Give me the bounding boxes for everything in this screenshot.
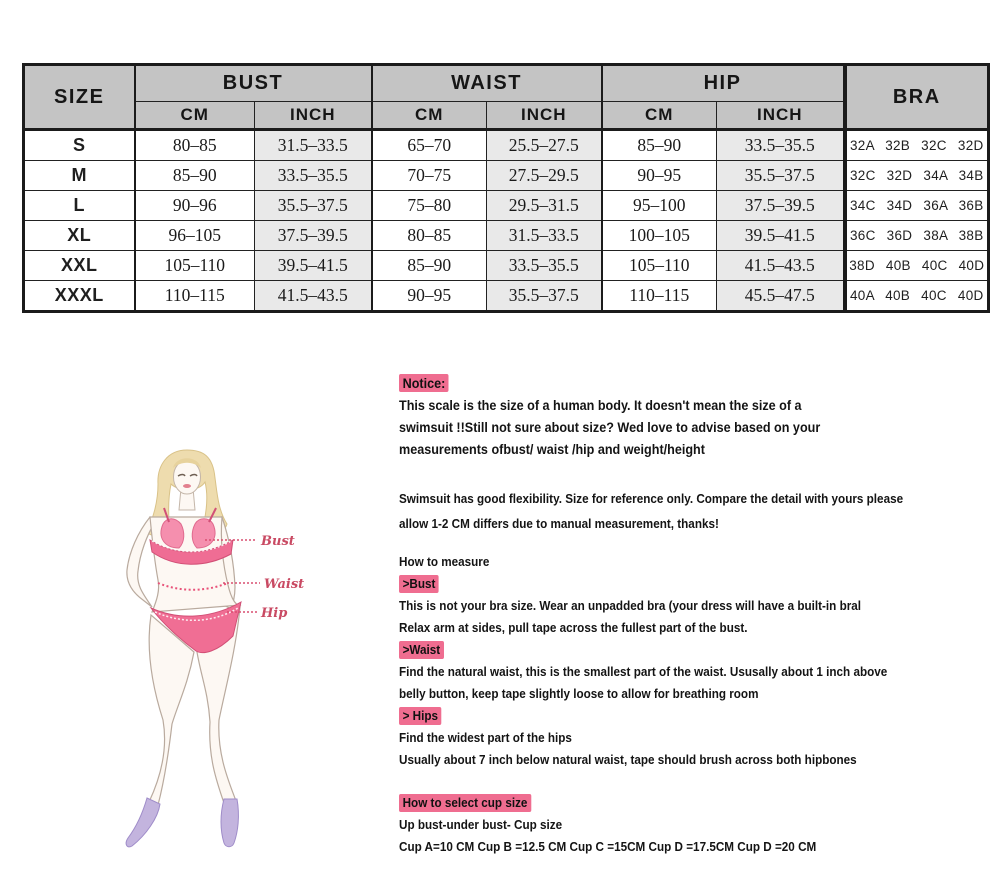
bust-inch-value: 37.5–39.5 bbox=[255, 221, 372, 251]
lips bbox=[183, 484, 191, 488]
bust-inch-value: 39.5–41.5 bbox=[255, 251, 372, 281]
hips-instruction-line: Find the widest part of the hips bbox=[399, 730, 572, 745]
notice-line: This scale is the size of a human body. It doesn't mean the size of a bbox=[399, 397, 802, 413]
cup-size-heading-line bbox=[399, 792, 975, 814]
flexibility-line: Swimsuit has good flexibility. Size for reference only. Compare the detail with yours please bbox=[399, 491, 904, 506]
cup-size-line: Cup A=10 CM Cup B =12.5 CM Cup C =15CM Cup D =17.5CM Cup D =20 CM bbox=[399, 839, 817, 854]
col-header-bust: BUST bbox=[135, 65, 372, 102]
bra-value: 40A 40B 40C 40D bbox=[845, 281, 989, 312]
waist-instruction-line: belly button, keep tape slightly loose to allow for breathing room bbox=[399, 686, 759, 701]
waist-inch-value: 25.5–27.5 bbox=[487, 130, 602, 161]
table-row bbox=[24, 221, 989, 251]
bust-tag: >Bust bbox=[399, 575, 439, 593]
waist-cm-value: 85–90 bbox=[372, 251, 487, 281]
body-sketch bbox=[105, 440, 315, 860]
notes-panel bbox=[399, 372, 975, 858]
notice-heading: Notice: bbox=[399, 374, 449, 392]
col-header-hip: HIP bbox=[602, 65, 845, 102]
bra-value: 32C 32D 34A 34B bbox=[845, 161, 989, 191]
size-value: XXL bbox=[24, 251, 135, 281]
bust-inch-value: 41.5–43.5 bbox=[255, 281, 372, 312]
col-header-bra: BRA bbox=[845, 65, 989, 130]
bust-tag-line bbox=[399, 573, 975, 595]
waist-label: Waist bbox=[264, 577, 305, 592]
waist-cm-value: 75–80 bbox=[372, 191, 487, 221]
table-header-row-units bbox=[24, 102, 989, 130]
bust-cm-value: 80–85 bbox=[135, 130, 255, 161]
bust-inch-value: 33.5–35.5 bbox=[255, 161, 372, 191]
table-row bbox=[24, 191, 989, 221]
waist-inch-value: 27.5–29.5 bbox=[487, 161, 602, 191]
left-shoe bbox=[126, 798, 160, 847]
bust-cm-value: 105–110 bbox=[135, 251, 255, 281]
waist-tag-line bbox=[399, 639, 975, 661]
col-header-waist: WAIST bbox=[372, 65, 602, 102]
hip-cm-value: 110–115 bbox=[602, 281, 717, 312]
hip-cm-value: 85–90 bbox=[602, 130, 717, 161]
bra-value: 32A 32B 32C 32D bbox=[845, 130, 989, 161]
hip-inch-value: 45.5–47.5 bbox=[717, 281, 845, 312]
how-to-measure-heading: How to measure bbox=[399, 554, 490, 569]
waist-cm-value: 80–85 bbox=[372, 221, 487, 251]
bust-inch-value: 31.5–33.5 bbox=[255, 130, 372, 161]
col-header-waist-cm: CM bbox=[372, 102, 487, 130]
waist-cm-value: 90–95 bbox=[372, 281, 487, 312]
hip-inch-value: 35.5–37.5 bbox=[717, 161, 845, 191]
waist-instruction-line: Find the natural waist, this is the smallest part of the waist. Ususally about 1 inch above bbox=[399, 664, 888, 679]
table-row bbox=[24, 251, 989, 281]
hip-cm-value: 95–100 bbox=[602, 191, 717, 221]
cup-size-heading: How to select cup size bbox=[399, 794, 531, 812]
bust-instruction-line: Relax arm at sides, pull tape across the fullest part of the bust. bbox=[399, 620, 748, 635]
waist-cm-value: 70–75 bbox=[372, 161, 487, 191]
hip-inch-value: 39.5–41.5 bbox=[717, 221, 845, 251]
hip-cm-value: 105–110 bbox=[602, 251, 717, 281]
notice-line: swimsuit !!Still not sure about size? Wed love to advise based on your bbox=[399, 419, 821, 435]
col-header-bust-inch: INCH bbox=[255, 102, 372, 130]
hip-inch-value: 41.5–43.5 bbox=[717, 251, 845, 281]
flexibility-line: allow 1-2 CM differs due to manual measurement, thanks! bbox=[399, 516, 719, 531]
col-header-size: SIZE bbox=[24, 65, 135, 130]
bust-label: Bust bbox=[261, 534, 295, 549]
size-value: XXXL bbox=[24, 281, 135, 312]
bra-value: 36C 36D 38A 38B bbox=[845, 221, 989, 251]
notice-heading-line bbox=[399, 372, 975, 394]
bust-cm-value: 110–115 bbox=[135, 281, 255, 312]
head bbox=[174, 460, 201, 494]
hip-cm-value: 100–105 bbox=[602, 221, 717, 251]
bust-cm-value: 85–90 bbox=[135, 161, 255, 191]
cup-size-line: Up bust-under bust- Cup size bbox=[399, 817, 563, 832]
waist-cm-value: 65–70 bbox=[372, 130, 487, 161]
bust-instruction-line: This is not your bra size. Wear an unpadded bra (your dress will have a built-in bral bbox=[399, 598, 862, 613]
col-header-hip-cm: CM bbox=[602, 102, 717, 130]
notice-line: measurements ofbust/ waist /hip and weight/height bbox=[399, 441, 705, 457]
bust-inch-value: 35.5–37.5 bbox=[255, 191, 372, 221]
table-row bbox=[24, 130, 989, 161]
bra-value: 38D 40B 40C 40D bbox=[845, 251, 989, 281]
hips-tag: > Hips bbox=[399, 707, 442, 725]
size-value: XL bbox=[24, 221, 135, 251]
size-chart-table bbox=[22, 63, 990, 313]
hip-label: Hip bbox=[261, 606, 288, 621]
size-value: L bbox=[24, 191, 135, 221]
hip-inch-value: 33.5–35.5 bbox=[717, 130, 845, 161]
size-value: S bbox=[24, 130, 135, 161]
bra-value: 34C 34D 36A 36B bbox=[845, 191, 989, 221]
waist-inch-value: 29.5–31.5 bbox=[487, 191, 602, 221]
size-chart-body bbox=[24, 130, 989, 312]
size-value: M bbox=[24, 161, 135, 191]
hips-instruction-line: Usually about 7 inch below natural waist, tape should brush across both hipbones bbox=[399, 752, 857, 767]
table-row bbox=[24, 281, 989, 312]
bust-cm-value: 96–105 bbox=[135, 221, 255, 251]
col-header-bust-cm: CM bbox=[135, 102, 255, 130]
hip-inch-value: 37.5–39.5 bbox=[717, 191, 845, 221]
hip-cm-value: 90–95 bbox=[602, 161, 717, 191]
waist-inch-value: 31.5–33.5 bbox=[487, 221, 602, 251]
table-row bbox=[24, 161, 989, 191]
waist-inch-value: 33.5–35.5 bbox=[487, 251, 602, 281]
waist-inch-value: 35.5–37.5 bbox=[487, 281, 602, 312]
col-header-hip-inch: INCH bbox=[717, 102, 845, 130]
bust-cm-value: 90–96 bbox=[135, 191, 255, 221]
col-header-waist-inch: INCH bbox=[487, 102, 602, 130]
waist-tag: >Waist bbox=[399, 641, 444, 659]
figure-illustration bbox=[105, 440, 315, 860]
right-shoe bbox=[221, 799, 238, 847]
hips-tag-line bbox=[399, 705, 975, 727]
table-header-row-groups bbox=[24, 65, 989, 102]
